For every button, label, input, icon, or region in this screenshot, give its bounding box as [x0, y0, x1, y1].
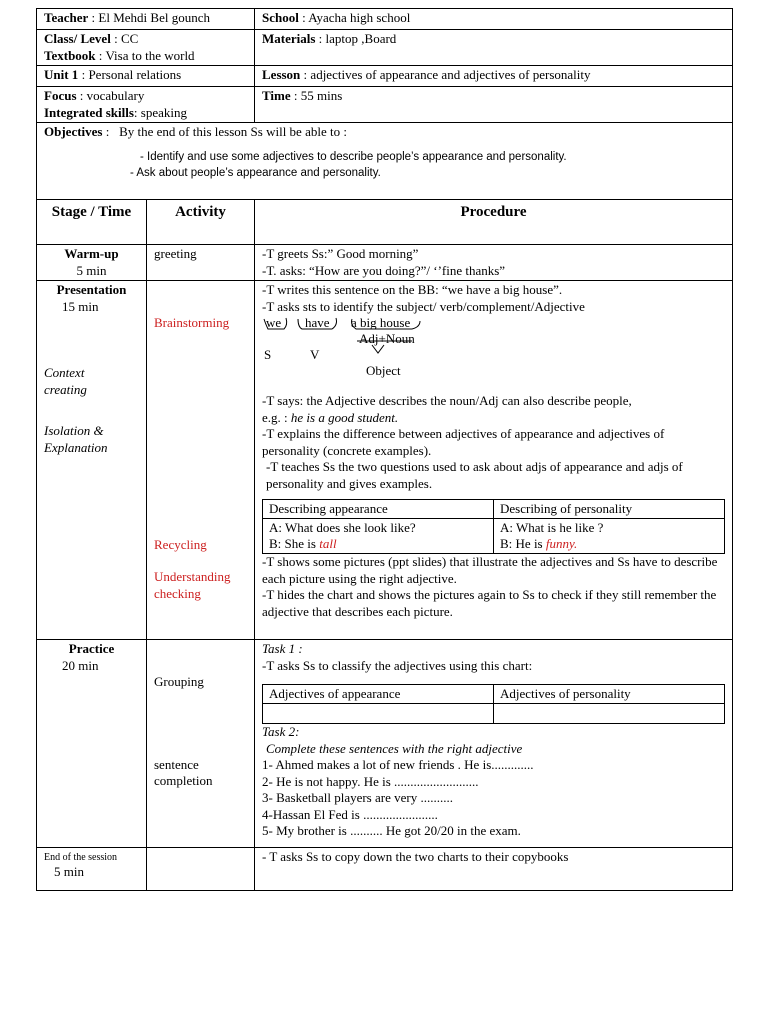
describing-personality-header: Describing of personality: [494, 500, 725, 519]
sentence-1: 1- Ahmed makes a lot of new friends . He is.............: [262, 757, 534, 772]
header-row-2: [37, 30, 733, 66]
warmup-row: [37, 245, 733, 281]
adjectives-chart: [262, 684, 725, 724]
header-row-1: [37, 9, 733, 30]
sentence-2: 2- He is not happy. He is ..........................: [262, 773, 479, 789]
warmup-stage: Warm-up 5 min: [37, 245, 147, 281]
focus-skills-cell: Focus : vocabulary Integrated skills: speaking: [37, 87, 255, 123]
appearance-example: A: What does she look like? B: She is tall: [263, 519, 494, 554]
presentation-procedure: -T writes this sentence on the BB: “we have a big house”. -T asks sts to identify the subject/ verb/complement/Adjective we have a big house Adj+Noun S V Object -T says: the Adjective describes the noun/Adj can also describe people, e.g. : he is a good student. -T explains the difference between adjectives of appearance and adjectives of personality (concrete examples). -T teaches Ss the two questions used to ask about adjs of appearance and adjs of personality and gives examples. Describing appearance Describing of personality A: What does she look like? B: She is tall A: What is he like ? B: He is funny. -T shows some pictures (ppt slides) that illustrate the adjectives and Ss have to describe each picture using the right adjective. -T hides the chart and shows the pictures again to Ss to check if they still remember the adjective that describes each picture.: [255, 281, 733, 640]
practice-procedure: Task 1 : -T asks Ss to classify the adjectives using this chart: Adjectives of appearance Adjectives of personality Task 2: Complete these sentences with the right adjective 1- Ahmed makes a lot of new friends . He is............. 2- He is not happy. He is .......................... 3- Basketball players are very .......... 4-Hassan El Fed is ....................... 5- My brother is .......... He got 20/20 in the exam.: [255, 640, 733, 848]
lesson-cell: Lesson : adjectives of appearance and adjectives of personality: [255, 66, 733, 87]
school-cell: School : Ayacha high school: [255, 9, 733, 30]
personality-column-header: Adjectives of personality: [494, 685, 725, 704]
objective-2: - Ask about people’s appearance and personality.: [130, 167, 381, 179]
presentation-activity: [147, 281, 255, 640]
materials-cell: Materials : laptop ,Board: [255, 30, 733, 66]
warmup-procedure: -T greets Ss:” Good morning” -T. asks: “How are you doing?”/ ‘’fine thanks”: [255, 245, 733, 281]
grouping-label: Grouping: [154, 674, 204, 689]
lesson-plan-table: [36, 8, 733, 891]
end-procedure: - T asks Ss to copy down the two charts to their copybooks: [255, 847, 733, 890]
header-row-4: [37, 87, 733, 123]
header-row-3: [37, 66, 733, 87]
practice-row: [37, 640, 733, 848]
appearance-column-header: Adjectives of appearance: [263, 685, 494, 704]
warmup-activity: greeting: [147, 245, 255, 281]
personality-example: A: What is he like ? B: He is funny.: [494, 519, 725, 554]
practice-stage: Practice 20 min: [37, 640, 147, 848]
end-stage: End of the session 5 min: [37, 847, 147, 890]
objectives-cell: Objectives : By the end of this lesson Ss will be able to : - Identify and use some adjectives to describe people’s appearance and personality. - Ask about people’s appearance and personality.: [37, 123, 733, 200]
presentation-stage: Presentation 15 min Context creating Isolation & Explanation: [37, 281, 147, 640]
understanding-checking-label: Understanding checking: [154, 569, 231, 601]
isolation-label: Isolation & Explanation: [44, 423, 108, 455]
sentence-diagram: we have a big house Adj+Noun S V Object: [262, 315, 725, 381]
brainstorming-label: Brainstorming: [154, 315, 230, 330]
sentence-4: 4-Hassan El Fed is .......................: [262, 806, 438, 822]
recycling-label: Recycling: [154, 536, 207, 552]
time-cell: Time : 55 mins: [255, 87, 733, 123]
sentence-completion-label: sentence completion: [154, 756, 213, 788]
class-textbook-cell: Class/ Level : CC Textbook : Visa to the world: [37, 30, 255, 66]
procedure-header: Procedure: [255, 200, 733, 245]
sentence-5: 5- My brother is .......... He got 20/20 in the exam.: [262, 823, 521, 838]
column-header-row: [37, 200, 733, 245]
objective-1: - Identify and use some adjectives to describe people’s appearance and personality.: [140, 150, 567, 163]
stage-time-header: Stage / Time: [37, 200, 147, 245]
context-creating-label: Context creating: [44, 365, 87, 397]
appearance-column-cell: [263, 704, 494, 724]
personality-column-cell: [494, 704, 725, 724]
lesson-plan: [36, 8, 732, 891]
presentation-row: [37, 281, 733, 640]
describing-table: [262, 499, 725, 554]
practice-activity: [147, 640, 255, 848]
objectives-row: [37, 123, 733, 200]
unit-cell: Unit 1 : Personal relations: [37, 66, 255, 87]
teacher-cell: Teacher : El Mehdi Bel gounch: [37, 9, 255, 30]
end-activity: [147, 847, 255, 890]
activity-header: Activity: [147, 200, 255, 245]
describing-appearance-header: Describing appearance: [263, 500, 494, 519]
sentence-3: 3- Basketball players are very ..........: [262, 790, 453, 805]
end-row: [37, 847, 733, 890]
